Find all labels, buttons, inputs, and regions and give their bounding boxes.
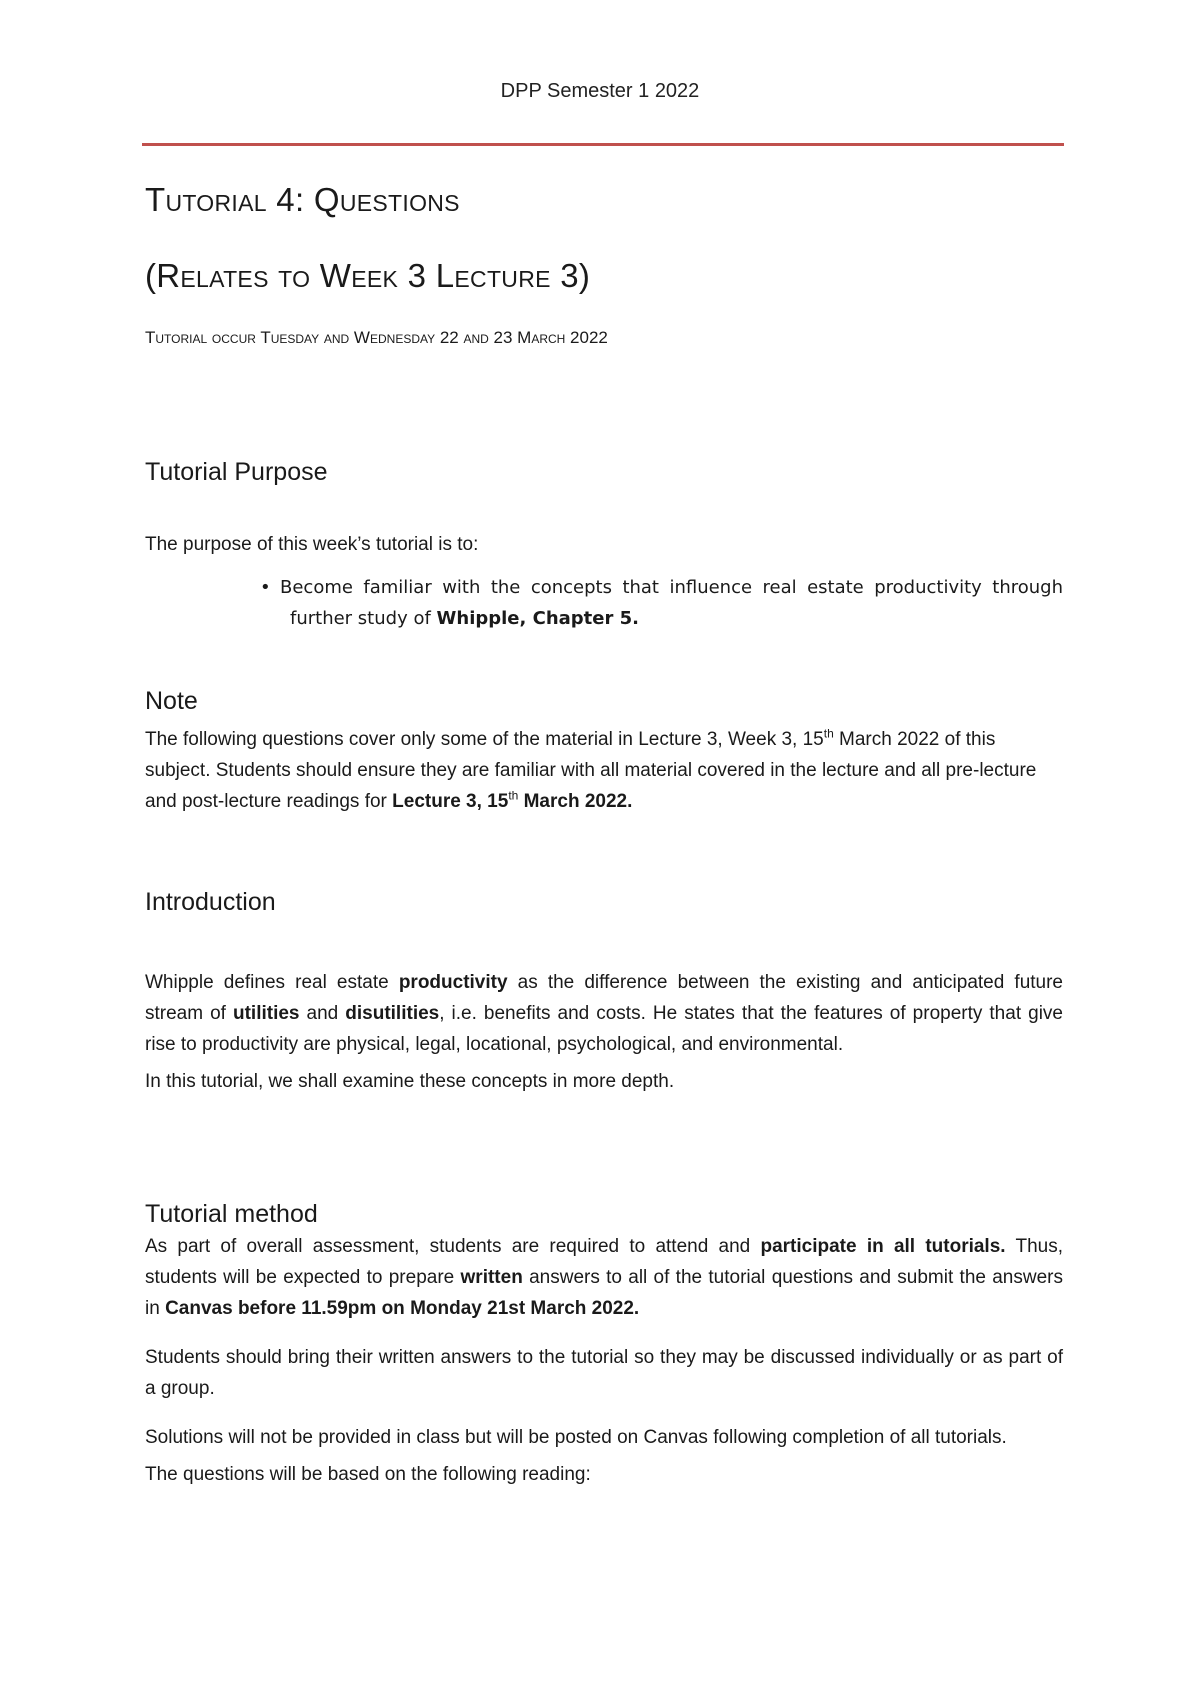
method-text-1: As part of overall assessment, students are required to attend and [145, 1236, 761, 1257]
note-text-1: The following questions cover only some of the material in Lecture 3, Week 3, 15 [145, 729, 824, 750]
introduction-paragraph-2: In this tutorial, we shall examine these concepts in more depth. [145, 1071, 675, 1092]
intro-bold-disutilities: disutilities [345, 1003, 440, 1024]
intro-bold-productivity: productivity [398, 972, 508, 993]
introduction-paragraph [145, 967, 1063, 1060]
document-body [145, 178, 1063, 1490]
bullet-icon: • [260, 577, 271, 598]
intro-text-3: and [299, 1003, 346, 1024]
purpose-heading: Tutorial Purpose [145, 458, 328, 486]
document-subtitle: Tutorial occur Tuesday and Wednesday 22 and 23 March 2022 [145, 328, 608, 347]
method-text-3: answers to all of the tutorial questions and submit the answers in [145, 1267, 1063, 1319]
intro-text-4: , i.e. benefits and costs. He states that the features of property that give rise to productivity are physical, legal, locational, psychological, and environmental. [145, 1003, 1063, 1055]
method-paragraph-3: Solutions will not be provided in class but will be posted on Canvas following completion of all tutorials. [145, 1427, 1007, 1448]
note-sup-1: th [823, 726, 834, 741]
purpose-bullet-bold: Whipple, Chapter 5. [436, 608, 639, 629]
intro-text-1: Whipple defines real estate [145, 972, 399, 993]
method-paragraph-1 [145, 1231, 1063, 1324]
method-paragraph-4: The questions will be based on the following reading: [145, 1464, 591, 1485]
method-bold-1: participate in all tutorials. [760, 1236, 1006, 1257]
purpose-bullet [260, 572, 1063, 634]
page-header: DPP Semester 1 2022 [500, 80, 700, 102]
note-bold-1: Lecture 3, 15 [392, 791, 509, 812]
method-heading: Tutorial method [145, 1200, 318, 1228]
note-paragraph [145, 724, 1063, 817]
intro-text-2: as the difference between the existing and anticipated future stream of [145, 972, 1063, 1024]
method-text-2: Thus, students will be expected to prepare [145, 1236, 1063, 1288]
method-bold-2: written [460, 1267, 523, 1288]
purpose-bullet-text: Become familiar with the concepts that influence real estate productivity through further study of [280, 577, 1063, 629]
intro-bold-utilities: utilities [232, 1003, 300, 1024]
document-title: Tutorial 4: Questions [145, 181, 460, 218]
introduction-heading: Introduction [145, 888, 276, 916]
header-divider [142, 143, 1064, 146]
note-heading: Note [145, 687, 198, 715]
method-bold-3: Canvas before 11.59pm on Monday 21st March 2022. [165, 1298, 640, 1319]
method-paragraph-2: Students should bring their written answers to the tutorial so they may be discussed individually or as part of a group. [145, 1347, 1063, 1399]
document-title-relates: (Relates to Week 3 Lecture 3) [145, 257, 591, 294]
note-sup-2: th [508, 788, 519, 803]
note-text-2: March 2022 of this subject. Students should ensure they are familiar with all material covered in the lecture and all pre-lecture and post-lecture readings for [145, 729, 1037, 812]
note-bold-2: March 2022. [518, 791, 633, 812]
purpose-intro: The purpose of this week’s tutorial is to: [145, 534, 479, 555]
